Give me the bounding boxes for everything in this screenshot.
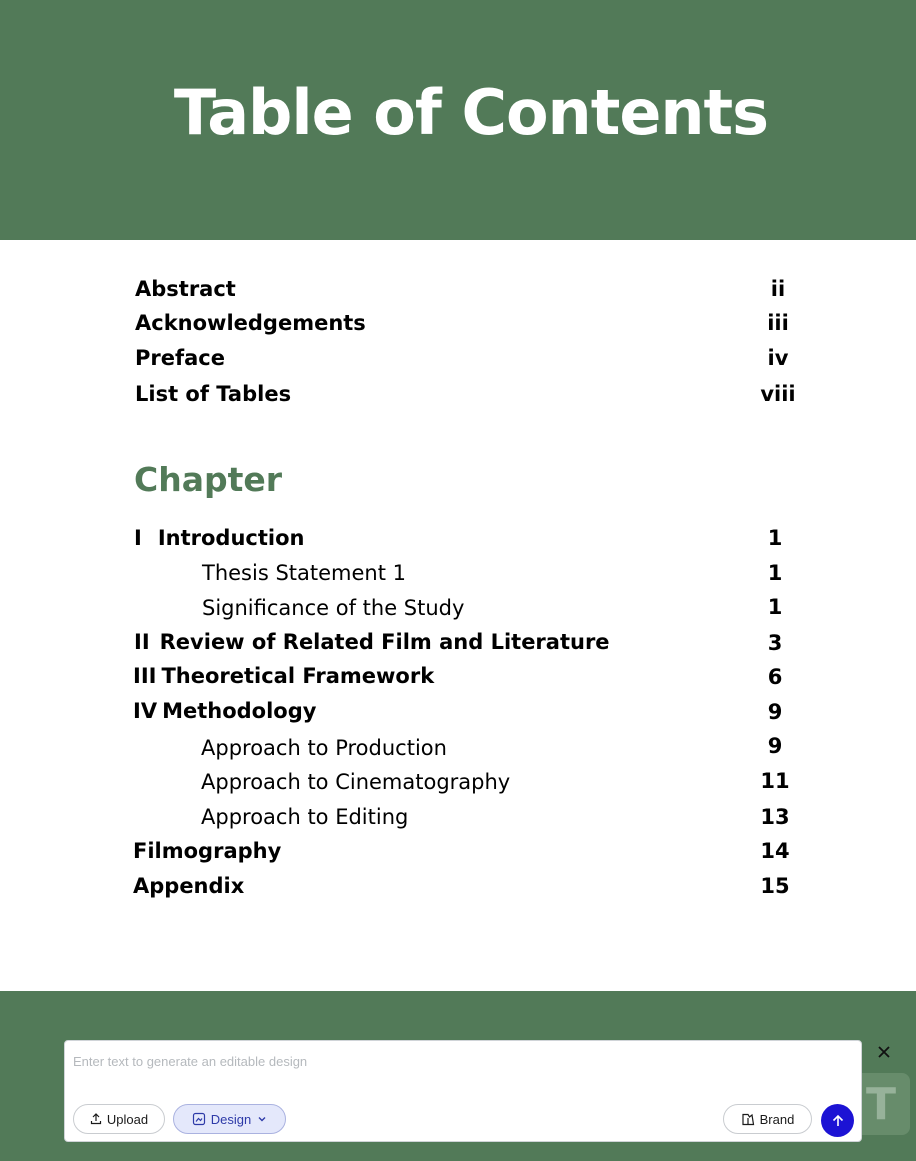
toc-entry-introduction (134, 526, 304, 550)
toc-entry-review (134, 630, 610, 654)
toc-entry-appendix: Appendix (133, 874, 245, 898)
toc-page-methodology: 9 (767, 700, 783, 724)
design-label: Design (210, 1111, 252, 1127)
header-banner (0, 0, 916, 240)
toc-entry-filmography: Filmography (133, 839, 282, 863)
design-dropdown[interactable] (173, 1104, 286, 1134)
brand-button[interactable] (723, 1104, 812, 1134)
toc-entry-abstract: Abstract (135, 277, 236, 301)
chapter-label: Review of Related Film and Literature (159, 630, 610, 654)
upload-label: Upload (106, 1111, 149, 1127)
chapter-label: Introduction (157, 526, 305, 550)
close-icon (877, 1045, 891, 1059)
chapter-label: Methodology (162, 699, 317, 723)
toc-page-abstract: ii (770, 277, 786, 301)
ghost-badge: T (852, 1073, 910, 1135)
toc-page-list-of-tables: viii (760, 382, 796, 406)
toc-page-acknowledgements: iii (767, 311, 789, 335)
toc-page-approach-editing: 13 (760, 805, 790, 829)
toc-entry-list-of-tables: List of Tables (135, 382, 292, 406)
toc-page-review: 3 (767, 631, 783, 655)
toc-page-approach-cinematography: 11 (760, 769, 790, 793)
toc-page-theoretical-framework: 6 (767, 665, 783, 689)
toc-entry-methodology (133, 699, 316, 723)
close-button[interactable] (874, 1042, 894, 1062)
toc-page-preface: iv (767, 346, 789, 370)
toc-page-appendix: 15 (760, 874, 790, 898)
brand-icon (741, 1112, 755, 1126)
toc-entry-acknowledgements: Acknowledgements (135, 311, 366, 335)
toc-entry-approach-production: Approach to Production (201, 736, 447, 760)
chapter-heading: Chapter (134, 460, 283, 499)
chapter-label: Theoretical Framework (161, 664, 435, 688)
chevron-down-icon (257, 1114, 267, 1124)
toc-page-thesis-statement: 1 (767, 561, 783, 585)
upload-icon (90, 1113, 102, 1125)
toc-page-filmography: 14 (760, 839, 790, 863)
toc-entry-approach-cinematography: Approach to Cinematography (201, 770, 511, 794)
chapter-numeral: III (133, 664, 157, 688)
chapter-numeral: II (134, 630, 150, 654)
page-title: Table of Contents (173, 76, 769, 149)
toc-page-significance: 1 (767, 595, 783, 619)
prompt-input[interactable] (73, 1049, 833, 1073)
send-button[interactable] (821, 1104, 854, 1137)
toc-entry-theoretical-framework (133, 664, 434, 688)
arrow-up-icon (831, 1114, 845, 1128)
chapter-numeral: I (134, 526, 142, 550)
toc-entry-thesis-statement: Thesis Statement 1 (202, 561, 406, 585)
toc-page-introduction: 1 (767, 526, 783, 550)
design-icon (192, 1112, 206, 1126)
toc-entry-approach-editing: Approach to Editing (201, 805, 409, 829)
toc-entry-significance: Significance of the Study (202, 596, 465, 620)
upload-button[interactable] (73, 1104, 165, 1134)
chapter-numeral: IV (133, 699, 158, 723)
toc-page-approach-production: 9 (767, 734, 783, 758)
toc-entry-preface: Preface (135, 346, 225, 370)
brand-label: Brand (759, 1111, 795, 1127)
